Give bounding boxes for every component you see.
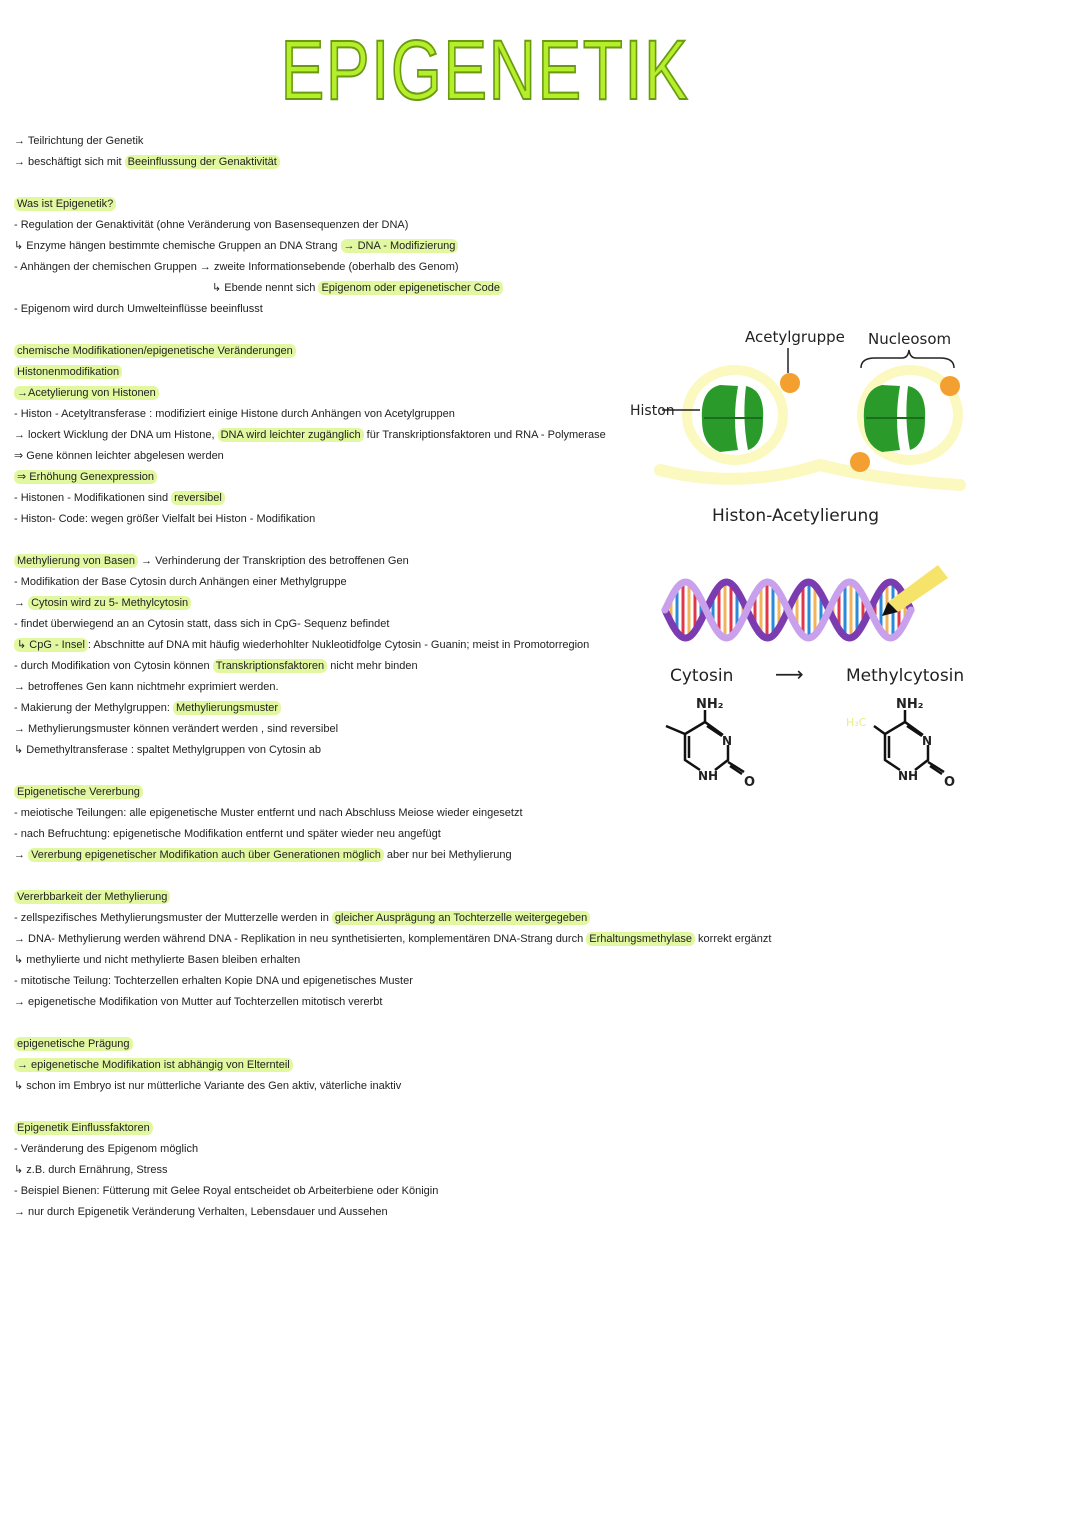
note-text: → Verhinderung der Transkription des betroffenen Gen — [138, 555, 409, 567]
note-text: → Teilrichtung der Genetik — [14, 135, 144, 147]
note-line — [14, 257, 814, 278]
section-heading — [14, 1034, 814, 1055]
dna-helix-figure — [665, 582, 911, 638]
label-acetylgruppe: Acetylgruppe — [745, 328, 845, 346]
oxygen-label: O — [944, 775, 956, 790]
highlighted-text: DNA wird leichter zugänglich — [218, 428, 364, 442]
highlighted-text: Epigenom oder epigenetischer Code — [318, 281, 503, 295]
note-text: ↳ Ebende nennt sich — [212, 282, 319, 294]
note-line — [14, 1076, 814, 1097]
note-text: - findet überwiegend an an Cytosin statt, dass sich in CpG- Sequenz befindet — [14, 618, 390, 630]
note-text: ↳ methylierte und nicht methylierte Basen bleiben erhalten — [14, 954, 301, 966]
section-heading — [14, 887, 814, 908]
acetyl-group-icon — [850, 452, 870, 472]
note-text: ↳ schon im Embryo ist nur mütterliche Variante des Gen aktiv, väterliche inaktiv — [14, 1080, 402, 1092]
note-text: - Veränderung des Epigenom möglich — [14, 1143, 199, 1155]
nh-label: NH — [898, 769, 919, 783]
highlighted-text: Methylierungsmuster — [173, 701, 281, 715]
note-text: - Histon- Code: wegen größer Vielfalt bei Histon - Modifikation — [14, 513, 316, 525]
section-einflussfaktoren — [14, 1118, 814, 1223]
note-text: → epigenetische Modifikation von Mutter auf Tochterzellen mitotisch vererbt — [14, 996, 383, 1008]
highlighted-text: chemische Modifikationen/epigenetische Veränderungen — [14, 344, 296, 358]
note-text: : Abschnitte auf DNA mit häufig wiederhohlter Nukleotidfolge Cytosin - Guanin; meist in Promotorregion — [87, 639, 590, 651]
highlighted-text: Methylierung von Basen — [14, 554, 138, 568]
highlighted-text: Cytosin wird zu 5- Methylcytosin — [28, 596, 191, 610]
highlighted-text: →Acetylierung von Histonen — [14, 386, 159, 400]
highlighted-text: Was ist Epigenetik? — [14, 197, 116, 211]
note-text: - mitotische Teilung: Tochterzellen erhalten Kopie DNA und epigenetisches Muster — [14, 975, 413, 987]
highlighted-text: Transkriptionsfaktoren — [213, 659, 327, 673]
methyl-group-label: H₃C — [846, 716, 867, 729]
note-line — [14, 971, 814, 992]
note-text: - meiotische Teilungen: alle epigenetische Muster entfernt und nach Abschluss Meiose wieder eingesetzt — [14, 807, 523, 819]
note-text: → beschäftigt sich mit — [14, 156, 125, 168]
note-line — [14, 278, 814, 299]
label-nucleosom: Nucleosom — [868, 330, 952, 348]
section-intro — [14, 131, 814, 173]
note-line — [14, 950, 814, 971]
note-text: - Histon - Acetyltransferase : modifiziert einige Histone durch Anhängen von Acetylgruppen — [14, 408, 455, 420]
note-line — [14, 131, 814, 152]
note-text: ↳ Demethyltransferase : spaltet Methylgruppen von Cytosin ab — [14, 744, 321, 756]
note-text: → nur durch Epigenetik Veränderung Verhalten, Lebensdauer und Aussehen — [14, 1206, 388, 1218]
page-title: EPIGENETIK — [280, 23, 690, 117]
histon-acetylierung-figure — [630, 328, 960, 526]
note-text: → — [14, 597, 29, 609]
note-line — [14, 1160, 814, 1181]
amine-label: NH₂ — [896, 697, 924, 712]
note-text: nicht mehr binden — [327, 660, 418, 672]
diagram-panel — [620, 320, 980, 800]
nh-label: NH — [698, 769, 719, 783]
note-text: - Epigenom wird durch Umwelteinflüsse beeinflusst — [14, 303, 263, 315]
note-text: - Anhängen der chemischen Gruppen → zweite Informationsebende (oberhalb des Genom) — [14, 261, 459, 273]
histone-icon — [702, 385, 763, 452]
note-text: - durch Modifikation von Cytosin können — [14, 660, 213, 672]
note-text: → lockert Wicklung der DNA um Histone, — [14, 429, 218, 441]
note-line — [14, 1055, 814, 1076]
note-line — [14, 929, 814, 950]
section-heading — [14, 1118, 814, 1139]
section-vererbbarkeit-methylierung — [14, 887, 814, 1013]
label-histon: Histon — [630, 403, 675, 419]
note-line — [14, 845, 814, 866]
highlighted-text: Vererbung epigenetischer Modifikation auch über Generationen möglich — [28, 848, 384, 862]
label-cytosin: Cytosin — [670, 666, 734, 686]
note-text: - Modifikation der Base Cytosin durch Anhängen einer Methylgruppe — [14, 576, 347, 588]
highlighted-text: Vererbbarkeit der Methylierung — [14, 890, 170, 904]
label-methylcytosin: Methylcytosin — [846, 666, 965, 686]
note-text: ↳ z.B. durch Ernährung, Stress — [14, 1164, 168, 1176]
note-text: ⇒ Gene können leichter abgelesen werden — [14, 450, 224, 462]
note-text: → — [14, 849, 29, 861]
highlighted-text: epigenetische Prägung — [14, 1037, 133, 1051]
highlighted-text: ↳ CpG - Insel — [14, 638, 88, 652]
note-text: ↳ Enzyme hängen bestimmte chemische Gruppen an DNA Strang — [14, 240, 341, 252]
highlighted-text: ⇒ Erhöhung Genexpression — [14, 470, 157, 484]
acetyl-group-icon — [940, 376, 960, 396]
amine-label: NH₂ — [696, 697, 724, 712]
note-text: - Histonen - Modifikationen sind — [14, 492, 172, 504]
note-line — [14, 1202, 814, 1223]
note-line — [14, 908, 814, 929]
note-line — [14, 152, 814, 173]
highlighted-text: reversibel — [171, 491, 225, 505]
note-line — [14, 992, 814, 1013]
note-text: → Methylierungsmuster können verändert werden , sind reversibel — [14, 723, 339, 735]
note-line — [14, 236, 814, 257]
note-line — [14, 299, 814, 320]
note-line — [14, 824, 814, 845]
nitrogen-label: N — [722, 734, 733, 748]
oxygen-label: O — [744, 775, 756, 790]
substituent-bonds — [666, 710, 744, 774]
highlighted-text: Erhaltungsmethylase — [586, 932, 695, 946]
note-text: - nach Befruchtung: epigenetische Modifikation entfernt und später wieder neu angefügt — [14, 828, 441, 840]
highlighted-text: gleicher Ausprägung an Tochterzelle weitergegeben — [332, 911, 590, 925]
highlighted-text: → epigenetische Modifikation ist abhängig von Elternteil — [14, 1058, 293, 1072]
highlighted-text: Histonenmodifikation — [14, 365, 122, 379]
caption-histon-acetylierung: Histon-Acetylierung — [712, 506, 880, 526]
note-line — [14, 1181, 814, 1202]
section-epigenetische-praegung — [14, 1034, 814, 1097]
highlighted-text: Epigenetische Vererbung — [14, 785, 143, 799]
histone-icon — [864, 385, 925, 452]
note-text: → DNA- Methylierung werden während DNA - Replikation in neu synthetisierten, komplementären DNA-Strang durch — [14, 933, 587, 945]
note-text: - zellspezifisches Methylierungsmuster der Mutterzelle werden in — [14, 912, 332, 924]
note-line — [14, 1139, 814, 1160]
note-line — [14, 803, 814, 824]
note-text: für Transkriptionsfaktoren und RNA - Polymerase — [363, 429, 606, 441]
note-text: korrekt ergänzt — [695, 933, 772, 945]
methylcytosin-structure — [846, 697, 955, 790]
nitrogen-label: N — [922, 734, 933, 748]
highlighted-text: Beeinflussung der Genaktivität — [125, 155, 280, 169]
note-text: - Makierung der Methylgruppen: — [14, 702, 173, 714]
highlighted-text: Epigenetik Einflussfaktoren — [14, 1121, 153, 1135]
highlighted-text: → DNA - Modifizierung — [341, 239, 459, 253]
section-heading — [14, 194, 814, 215]
note-text: - Beispiel Bienen: Fütterung mit Gelee Royal entscheidet ob Arbeiterbiene oder Königin — [14, 1185, 439, 1197]
section-was-ist-epigenetik — [14, 194, 814, 320]
note-line — [14, 215, 814, 236]
acetyl-group-icon — [780, 373, 800, 393]
note-text: → betroffenes Gen kann nichtmehr exprimiert werden. — [14, 681, 279, 693]
note-text: - Regulation der Genaktivität (ohne Veränderung von Basensequenzen der DNA) — [14, 219, 409, 231]
note-text: aber nur bei Methylierung — [383, 849, 512, 861]
reaction-arrow: ⟶ — [775, 662, 804, 686]
cytosin-structure — [666, 697, 755, 790]
